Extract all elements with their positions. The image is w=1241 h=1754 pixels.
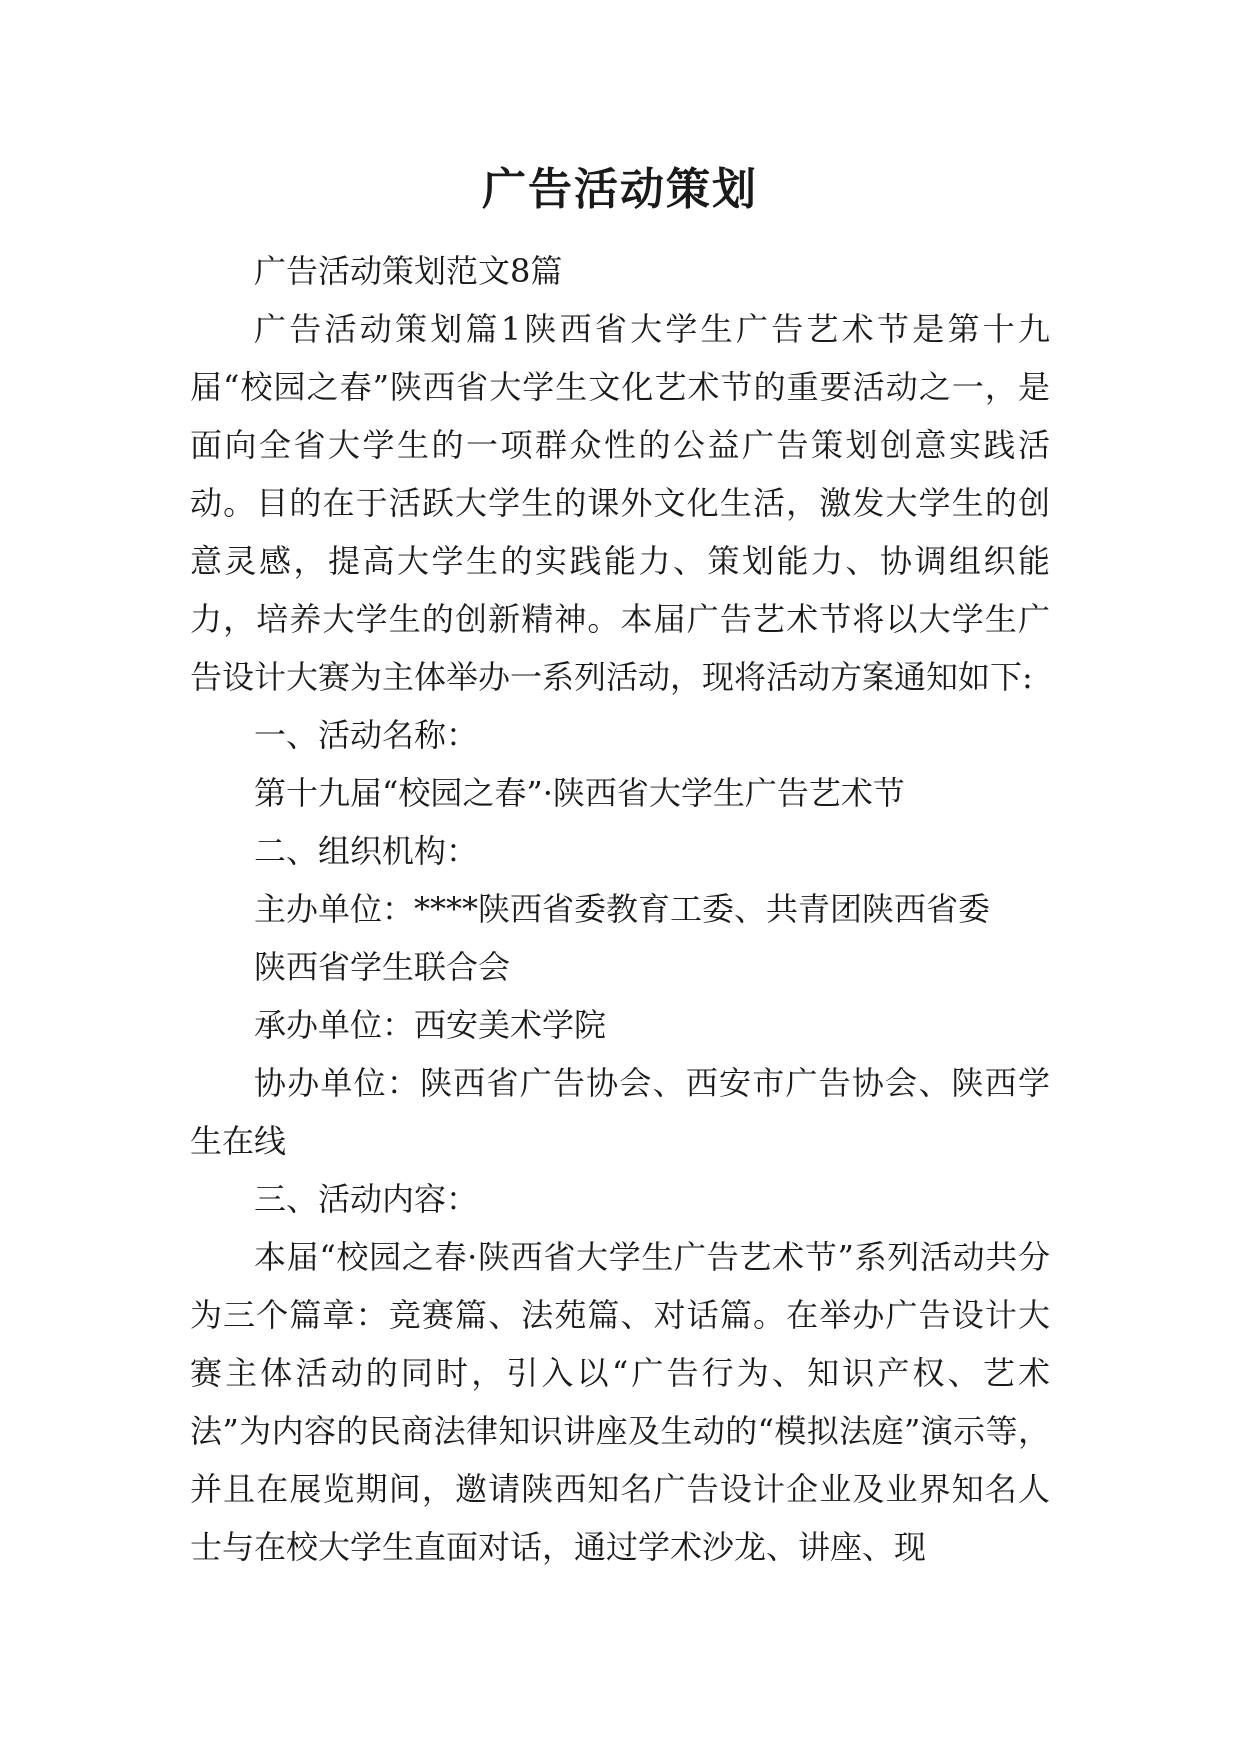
paragraph-intro: 广告活动策划篇1陕西省大学生广告艺术节是第十九届“校园之春”陕西省大学生文化艺术节的重要活动之一，是面向全省大学生的一项群众性的公益广告策划创意实践活动。目的在于活跃大学生的课外文化生活，激发大学生的创意灵感，提高大学生的实践能力、策划能力、协调组织能力，培养大学生的创新精神。本届广告艺术节将以大学生广告设计大赛为主体举办一系列活动，现将活动方案通知如下: bbox=[190, 310, 1050, 696]
section-heading-organization: 二、组织机构： bbox=[254, 832, 479, 870]
paragraph-content: 本届“校园之春·陕西省大学生广告艺术节”系列活动共分为三个篇章：竞赛篇、法苑篇、对话篇。在举办广告设计大赛主体活动的同时，引入以“广告行为、知识产权、艺术法”为内容的民商法律知识讲座及生动的“模拟法庭”演示等，并且在展览期间，邀请陕西知名广告设计企业及业界知名人士与在校大学生直面对话，通过学术沙龙、讲座、现 bbox=[190, 1238, 1050, 1566]
document-body bbox=[190, 160, 1050, 1576]
paragraph-host: 主办单位：****陕西省委教育工委、共青团陕西省委 bbox=[254, 890, 991, 928]
paragraph-co-organizer: 协办单位：陕西省广告协会、西安市广告协会、陕西学生在线 bbox=[190, 1064, 1050, 1160]
paragraph-subtitle: 广告活动策划范文8篇 bbox=[254, 252, 563, 290]
section-heading-activity-name: 一、活动名称： bbox=[254, 716, 479, 754]
paragraph-activity-name: 第十九届“校园之春”·陕西省大学生广告艺术节 bbox=[254, 774, 905, 812]
document-title: 广告活动策划 bbox=[482, 164, 758, 215]
section-heading-content: 三、活动内容： bbox=[254, 1180, 479, 1218]
paragraph-organizer: 承办单位：西安美术学院 bbox=[254, 1006, 607, 1044]
paragraph-host-continued: 陕西省学生联合会 bbox=[254, 948, 511, 986]
